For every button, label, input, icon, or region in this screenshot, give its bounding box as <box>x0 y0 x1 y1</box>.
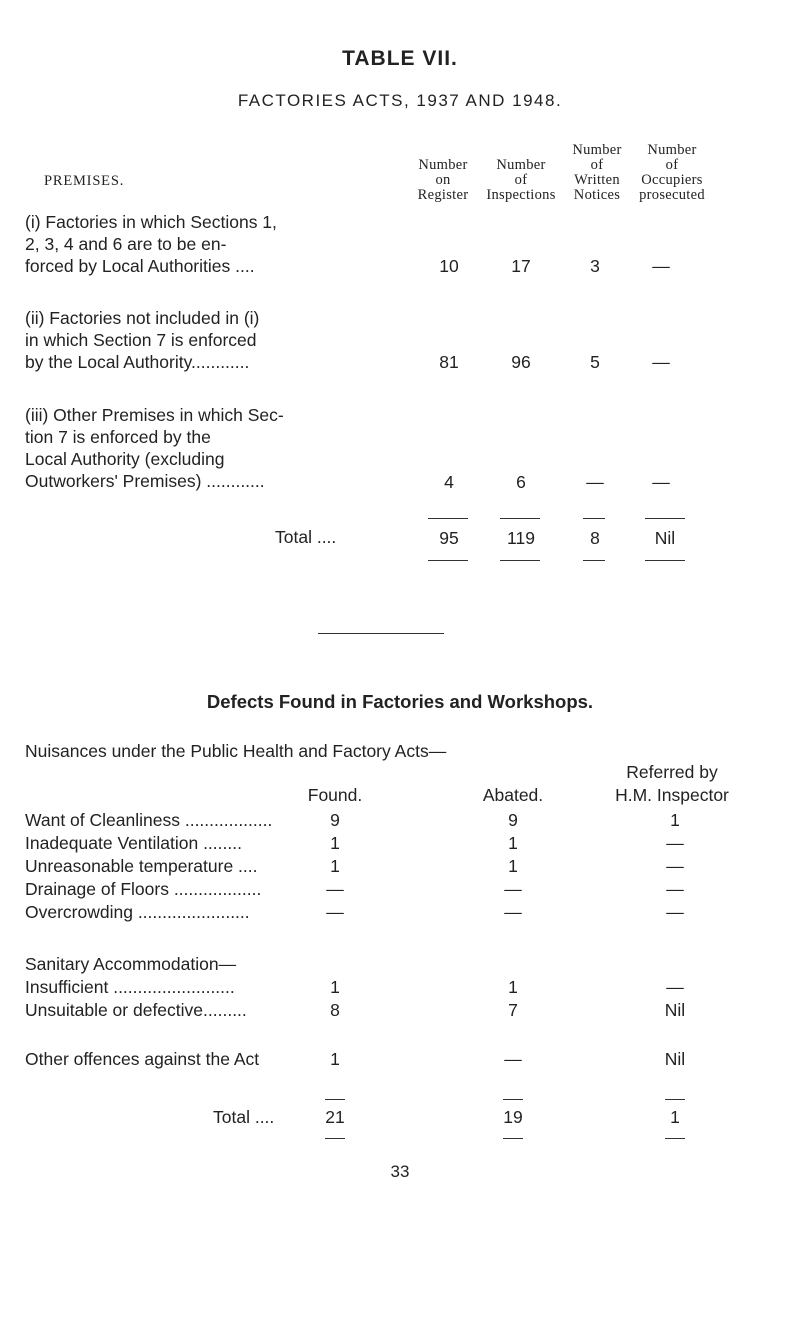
total-rule-bottom <box>583 560 605 561</box>
sanitary-row-found: 1 <box>330 977 340 997</box>
sanitary-heading: Sanitary Accommodation— <box>25 954 237 974</box>
defect-row-referred: 1 <box>670 810 680 830</box>
row1-notices: 3 <box>590 256 600 276</box>
total-rule-top <box>428 518 468 519</box>
defects-total-rule-bottom <box>665 1138 685 1139</box>
header-line: of <box>665 157 679 173</box>
col-abated: Abated. <box>482 785 544 805</box>
total-rule-bottom <box>500 560 540 561</box>
header-line: Number <box>647 142 697 158</box>
section-divider <box>318 633 444 634</box>
header-line: Notices <box>573 187 621 203</box>
defect-row-referred: — <box>666 902 684 922</box>
header-line: of <box>590 157 604 173</box>
header-line: of <box>514 172 528 188</box>
defect-row-abated: 1 <box>508 856 518 876</box>
col-referred: Referred by <box>626 762 718 782</box>
total-rule-bottom <box>645 560 685 561</box>
sanitary-row-label: Unsuitable or defective......... <box>25 1000 247 1020</box>
defects-total-found: 21 <box>325 1107 345 1127</box>
total-label: Total .... <box>275 527 337 547</box>
defect-row-referred: — <box>666 856 684 876</box>
defects-title: Defects Found in Factories and Workshops. <box>206 691 594 712</box>
page-number: 33 <box>390 1162 410 1181</box>
row2-inspections: 96 <box>511 352 531 372</box>
header-line: Number <box>496 157 546 173</box>
header-line: prosecuted <box>639 187 705 203</box>
defect-row-referred: — <box>666 833 684 853</box>
defect-row-label: Inadequate Ventilation ........ <box>25 833 242 853</box>
defect-row-found: 1 <box>330 856 340 876</box>
row2-register: 81 <box>439 352 459 372</box>
defects-total-rule-top <box>325 1099 345 1100</box>
other-offences-label: Other offences against the Act <box>25 1049 260 1069</box>
defects-total-referred: 1 <box>670 1107 680 1127</box>
total-notices: 8 <box>590 528 600 548</box>
row2-notices: 5 <box>590 352 600 372</box>
defects-total-rule-top <box>503 1099 523 1100</box>
defect-row-found: — <box>326 902 344 922</box>
col-referred-inspector: H.M. Inspector <box>615 785 729 805</box>
header-line: Number <box>418 157 468 173</box>
sanitary-row-referred: Nil <box>664 1000 686 1020</box>
table-subtitle: FACTORIES ACTS, 1937 AND 1948. <box>237 91 563 110</box>
defect-row-label: Unreasonable temperature .... <box>25 856 258 876</box>
sanitary-row-abated: 1 <box>508 977 518 997</box>
header-line: Number <box>572 142 622 158</box>
defect-row-label: Want of Cleanliness .................. <box>25 810 273 830</box>
total-rule-bottom <box>428 560 468 561</box>
row1-inspections: 17 <box>511 256 531 276</box>
defect-row-abated: — <box>504 879 522 899</box>
total-rule-top <box>583 518 605 519</box>
defects-total-abated: 19 <box>503 1107 523 1127</box>
row3-register: 4 <box>444 472 454 492</box>
col-header-prosecuted <box>626 143 718 203</box>
defects-total-rule-bottom <box>503 1138 523 1139</box>
total-prosecuted: Nil <box>654 528 676 548</box>
row3-prosecuted: — <box>652 472 670 492</box>
defects-intro: Nuisances under the Public Health and Factory Acts— <box>25 741 447 761</box>
header-line: Written <box>574 172 620 188</box>
defects-total-label: Total .... <box>213 1107 275 1127</box>
other-offences-referred: Nil <box>664 1049 686 1069</box>
total-inspections: 119 <box>507 528 535 548</box>
other-offences-abated: — <box>504 1049 522 1069</box>
sanitary-row-referred: — <box>666 977 684 997</box>
col-found: Found. <box>307 785 363 805</box>
row1-prosecuted: — <box>652 256 670 276</box>
header-line: Register <box>417 187 469 203</box>
total-rule-top <box>645 518 685 519</box>
defects-total-rule-top <box>665 1099 685 1100</box>
defect-row-abated: — <box>504 902 522 922</box>
row3-inspections: 6 <box>516 472 526 492</box>
row2-prosecuted: — <box>652 352 670 372</box>
defect-row-found: 9 <box>330 810 340 830</box>
sanitary-row-abated: 7 <box>508 1000 518 1020</box>
defect-row-found: — <box>326 879 344 899</box>
sanitary-row-label: Insufficient ......................... <box>25 977 235 997</box>
col-header-register <box>410 158 476 203</box>
defect-row-found: 1 <box>330 833 340 853</box>
defect-row-abated: 9 <box>508 810 518 830</box>
header-line: Inspections <box>486 187 556 203</box>
premises-header: PREMISES. <box>44 173 125 189</box>
total-register: 95 <box>439 528 459 548</box>
defect-row-label: Drainage of Floors .................. <box>25 879 262 899</box>
defect-row-label: Overcrowding ....................... <box>25 902 250 922</box>
defect-row-abated: 1 <box>508 833 518 853</box>
table-title: TABLE VII. <box>342 47 458 70</box>
col-header-notices <box>564 143 630 203</box>
col-header-inspections <box>476 158 566 203</box>
sanitary-row-found: 8 <box>330 1000 340 1020</box>
defects-total-rule-bottom <box>325 1138 345 1139</box>
row1-register: 10 <box>439 256 459 276</box>
defect-row-referred: — <box>666 879 684 899</box>
header-line: Occupiers <box>641 172 703 188</box>
total-rule-top <box>500 518 540 519</box>
other-offences-found: 1 <box>330 1049 340 1069</box>
row3-notices: — <box>586 472 604 492</box>
header-line: on <box>435 172 451 188</box>
